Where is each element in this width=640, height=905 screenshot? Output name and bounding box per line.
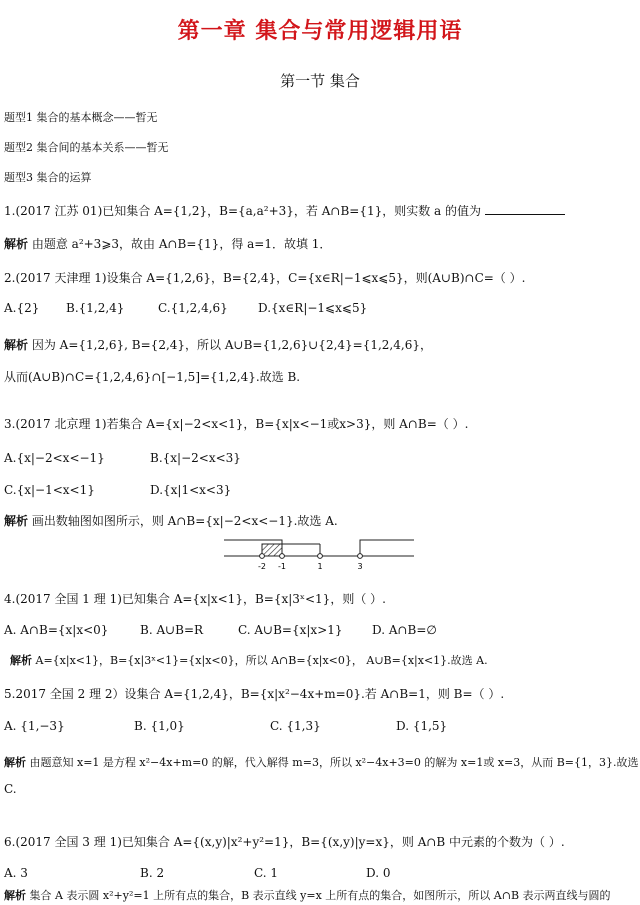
q1-solution-text: 由题意 a²+3⩾3，故由 A∩B={1}，得 a=1．故填 1． (31, 237, 332, 251)
q6-solution-label: 解析 (4, 889, 26, 902)
q3-solution-label: 解析 (4, 514, 29, 528)
q4-option-d: D. A∩B=∅ (372, 623, 437, 637)
point-neg2 (260, 554, 265, 559)
q1-answer-blank (485, 204, 565, 215)
q6-option-b: B. 2 (140, 866, 165, 880)
point-1 (318, 554, 323, 559)
q2-solution-text-1: 因为 A={1,2,6}, B={2,4}，所以 A∪B={1,2,6}∪{2,4}={1,2,4,6}， (31, 338, 432, 352)
q2-solution-label: 解析 (4, 338, 29, 352)
type-3: 题型3 集合的运算 (4, 171, 92, 184)
q5-option-c: C. {1,3} (270, 719, 321, 733)
q3-stem: 3.(2017 北京理 1)若集合 A={x|−2<x<1}，B={x|x<−1或x>3}，则 A∩B=（ ）. (4, 417, 469, 431)
q3-solution-text: 画出数轴图如图所示，则 A∩B={x|−2<x<−1}.故选 A. (31, 514, 338, 528)
q6-solution-text: 集合 A 表示圆 x²+y²=1 上所有点的集合，B 表示直线 y=x 上所有点的集合，如图所示，所以 A∩B 表示两直线与圆的 (29, 889, 611, 902)
q3-solution (4, 512, 338, 529)
q4-option-a: A. A∩B={x|x<0} (4, 623, 109, 637)
q3-option-d: D.{x|1<x<3} (150, 483, 232, 497)
q2-option-b: B.{1,2,4} (66, 301, 125, 315)
section-title: 第一节 集合 (280, 72, 360, 90)
chapter-title: 第一章 集合与常用逻辑用语 (177, 18, 463, 44)
q5-stem: 5.2017 全国 2 理 2）设集合 A={1,2,4}，B={x|x²−4x+m=0}.若 A∩B=1，则 B=（ ）. (4, 687, 505, 701)
q4-solution-text: A={x|x<1}，B={x|3ˣ<1}={x|x<0}，所以 A∩B={x|x<0}， A∪B={x|x<1}.故选 A. (35, 654, 488, 667)
q2-solution-1 (4, 336, 432, 353)
q3-option-c: C.{x|−1<x<1} (4, 483, 95, 497)
type-2: 题型2 集合间的基本关系——暂无 (4, 141, 169, 154)
q1-solution-label: 解析 (4, 237, 29, 251)
q1-stem-text: 1.(2017 江苏 01)已知集合 A={1,2}，B={a,a²+3}，若 A∩B={1}，则实数 a 的值为 (4, 204, 482, 218)
tick-label-3: 3 (357, 562, 363, 571)
tick-label-1: 1 (317, 562, 323, 571)
q5-solution-2: C. (4, 782, 17, 796)
tick-label-neg1: -1 (278, 562, 286, 571)
q5-option-b: B. {1,0} (134, 719, 185, 733)
point-neg1 (280, 554, 285, 559)
q6-option-a: A. 3 (4, 866, 28, 880)
q3-option-b: B.{x|−2<x<3} (150, 451, 241, 465)
q4-option-b: B. A∪B=R (140, 623, 204, 637)
q4-solution (10, 652, 488, 668)
point-3 (358, 554, 363, 559)
q4-option-c: C. A∪B={x|x>1} (238, 623, 343, 637)
q5-option-d: D. {1,5} (396, 719, 448, 733)
q6-option-d: D. 0 (366, 866, 391, 880)
set-b-right-bracket (360, 540, 414, 556)
tick-label-neg2: -2 (258, 562, 266, 571)
q6-solution (4, 887, 611, 903)
q2-option-a: A.{2} (4, 301, 40, 315)
q2-solution-2: 从而(A∪B)∩C={1,2,4,6}∩[−1,5]={1,2,4}.故选 B. (4, 370, 301, 384)
q3-option-a: A.{x|−2<x<−1} (4, 451, 105, 465)
q6-option-c: C. 1 (254, 866, 279, 880)
type-1: 题型1 集合的基本概念——暂无 (4, 111, 158, 124)
q4-stem: 4.(2017 全国 1 理 1)已知集合 A={x|x<1}，B={x|3ˣ<1}，则（ ）. (4, 592, 386, 606)
q2-option-c: C.{1,2,4,6} (158, 301, 228, 315)
q5-solution-text-1: 由题意知 x=1 是方程 x²−4x+m=0 的解，代入解得 m=3，所以 x²−4x+3=0 的解为 x=1或 x=3，从而 B={1，3}.故选 (29, 756, 639, 769)
intersection-hatch (262, 544, 282, 556)
number-line-figure (220, 530, 420, 575)
q1-solution (4, 235, 331, 252)
q1-stem (4, 202, 565, 219)
q5-option-a: A. {1,−3} (4, 719, 65, 733)
q2-stem: 2.(2017 天津理 1)设集合 A={1,2,6}，B={2,4}，C={x∈R|−1⩽x⩽5}，则(A∪B)∩C=（ ）. (4, 271, 526, 285)
q5-solution-label: 解析 (4, 756, 26, 769)
q2-option-d: D.{x∈R|−1⩽x⩽5} (258, 301, 368, 315)
q4-solution-label: 解析 (10, 654, 32, 667)
q5-solution-1 (4, 754, 639, 770)
q6-stem: 6.(2017 全国 3 理 1)已知集合 A={(x,y)|x²+y²=1}，B={(x,y)|y=x}，则 A∩B 中元素的个数为（ ）. (4, 835, 565, 849)
